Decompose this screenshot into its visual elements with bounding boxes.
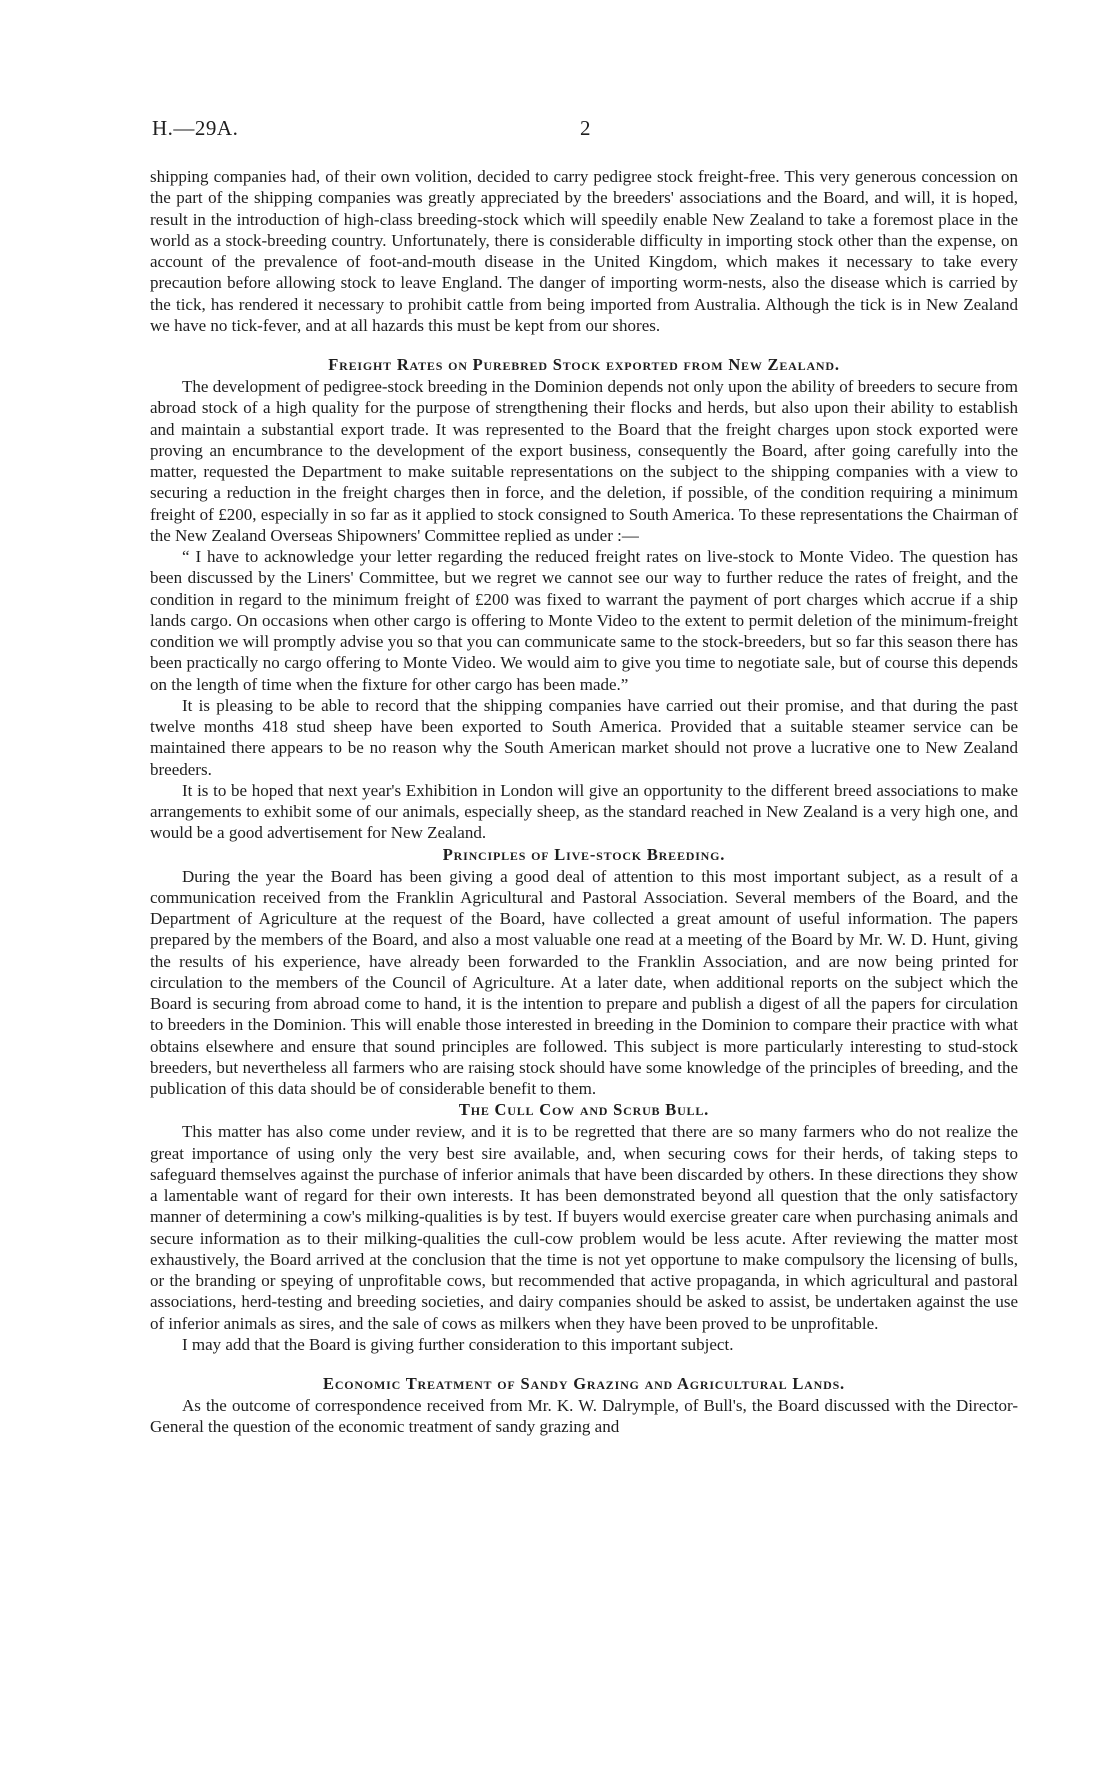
section-heading-breeding-principles: Principles of Live-stock Breeding.	[442, 844, 726, 864]
freight-paragraph-1: The development of pedigree-stock breeding in the Dominion depends not only upon the ability of breeders to secure from abroad stock of a high quality for the purpose of strengthening their flocks and herds, but also upon their ability to establish and maintain a substantial export trade. It was represented to the Board that the freight charges upon stock exported were proving an encumbrance to the development of the export business, consequently the Board, after going carefully into the matter, requested the Department to make suitable representations on the subject to the shipping companies with a view to securing a reduction in the freight charges then in force, and the deletion, if possible, of the condition requiring a minimum freight of £200, especially in so far as it applied to stock consigned to South America. To these representations the Chairman of the New Zealand Overseas Shipowners' Committee replied as under :—	[150, 377, 1018, 545]
section-heading-sandy-lands: Economic Treatment of Sandy Grazing and Agricultural Lands.	[323, 1374, 845, 1393]
section-heading-freight-rates: Freight Rates on Purebred Stock exported from New Zealand.	[328, 355, 840, 374]
freight-paragraph-2: It is pleasing to be able to record that the shipping companies have carried out their promise, and that during the past twelve months 418 stud sheep have been exported to South America. Provided that a suitable steamer service can be maintained there appears to be no reason why the South American market should not prove a lucrative one to New Zealand breeders.	[150, 695, 1018, 779]
page-number: 2	[580, 116, 591, 140]
freight-paragraph-3: It is to be hoped that next year's Exhibition in London will give an opportunity to the different breed associations to make arrangements to exhibit some of our animals, especially sheep, as the standard reached in New Zealand is a very high one, and would be a good advertisement for New Zealand.	[150, 780, 1018, 843]
cull-cow-paragraph-2: I may add that the Board is giving further consideration to this important subject.	[182, 1334, 734, 1354]
intro-paragraph: shipping companies had, of their own volition, decided to carry pedigree stock freight-free. This very generous concession on the part of the shipping companies was greatly appreciated by the breeders' associations and the Board, and will, it is hoped, result in the introduction of high-class breeding-stock which will speedily enable New Zealand to take a foremost place in the world as a stock-breeding country. Unfortunately, there is considerable difficulty in importing stock other than the expense, on account of the prevalence of foot-and-mouth disease in the United Kingdom, which makes it necessary to take every precaution before allowing stock to leave England. The danger of importing worm-nests, also the disease which is carried by the tick, has rendered it necessary to prohibit cattle from being imported from Australia. Although the tick is in New Zealand we have no tick-fever, and at all hazards this must be kept from our shores.	[150, 167, 1018, 335]
shipowners-quote	[150, 546, 1018, 695]
cull-cow-paragraph-1: This matter has also come under review, and it is to be regretted that there are so many farmers who do not realize the great importance of using only the very best sire available, and, when securing cows for their herds, of taking steps to safeguard themselves against the purchase of inferior animals that have been discarded by others. In these directions they show a lamentable want of regard for their own interests. It has been demonstrated beyond all question that the only satisfactory manner of determining a cow's milking-qualities is by test. If buyers would exercise greater care when purchasing animals and secure information as to their milking-qualities the cull-cow problem would be less acute. After reviewing the matter most exhaustively, the Board arrived at the conclusion that the time is not yet opportune to make compulsory the licensing of bulls, or the branding or speying of unprofitable cows, but recommended that active propaganda, in which agricultural and pastoral associations, herd-testing and breeding societies, and dairy companies should be asked to assist, be undertaken against the use of inferior animals as sires, and the sale of cows as milkers when they have been proved to be unprofitable.	[150, 1122, 1018, 1333]
shipowners-quote-text: “ I have to acknowledge your letter regarding the reduced freight rates on live-stock to Monte Video. The question has been discussed by the Liners' Committee, but we regret we cannot see our way to further reduce the rates of freight, and the condition in regard to the minimum freight of £200 was fixed to warrant the payment of port charges which accrue if a ship lands cargo. On occasions when other cargo is offering to Monte Video to the extent to permit deletion of the minimum-freight condition we will promptly advise you so that you can communicate same to the stock-breeders, but so far this season there has been practically no cargo offering to Monte Video. We would aim to give you time to negotiate sale, but of course this depends on the length of time when the fixture for other cargo has been made.”	[150, 547, 1018, 694]
page-header	[152, 116, 974, 146]
section-heading-cull-cow: The Cull Cow and Scrub Bull.	[458, 1100, 710, 1120]
principles-paragraph: During the year the Board has been giving a good deal of attention to this most important subject, as a result of a communication received from the Franklin Agricultural and Pastoral Association. Several members of the Board, and the Department of Agriculture at the request of the Board, have collected a great amount of useful information. The papers prepared by the members of the Board, and also a most valuable one read at a meeting of the Board by Mr. W. D. Hunt, giving the results of his experience, have already been forwarded to the Franklin Association, and are now being printed for circulation to the members of the Council of Agriculture. At a later date, when additional reports on the subject which the Board is securing from abroad come to hand, it is the intention to prepare and publish a digest of all the papers for circulation to breeders in the Dominion. This will enable those interested in breeding in the Dominion to compare their practice with what obtains elsewhere and ensure that sound principles are followed. This subject is more particularly interesting to stud-stock breeders, but nevertheless all farmers who are raising stock should have some knowledge of the principles of breeding, and the publication of this data should be of considerable benefit to them.	[150, 866, 1018, 1098]
sandy-lands-paragraph: As the outcome of correspondence received from Mr. K. W. Dalrymple, of Bull's, the Board discussed with the Director-General the question of the economic treatment of sandy grazing and	[150, 1396, 1018, 1437]
document-body	[150, 166, 1018, 1438]
document-id: H.—29A.	[152, 116, 239, 140]
